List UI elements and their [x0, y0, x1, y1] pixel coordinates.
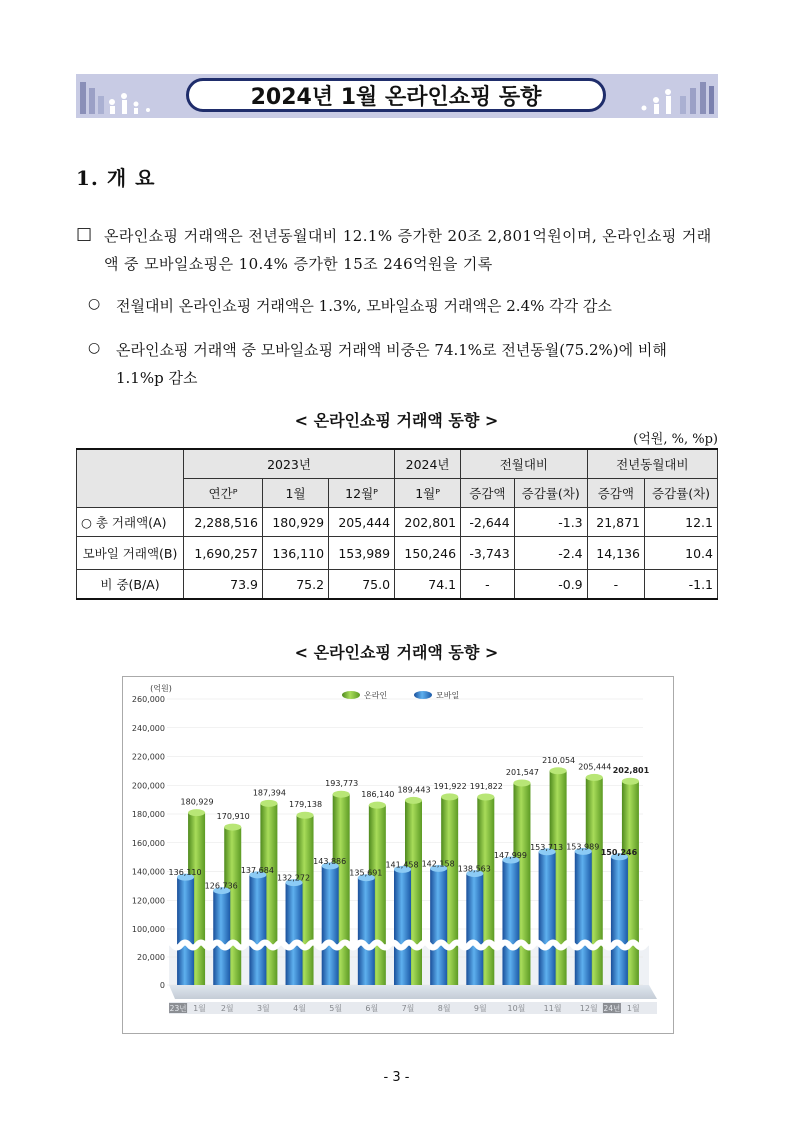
table-cell: 74.1 [395, 570, 461, 600]
bar-mobile [394, 869, 411, 985]
data-label-mobile: 153,989 [566, 842, 600, 852]
table-subheader: 증감률(차) [514, 479, 587, 508]
table-header-row [77, 449, 718, 479]
row-label: 모바일 거래액(B) [77, 537, 184, 570]
data-label-mobile: 143,886 [313, 856, 347, 866]
bar-mobile [539, 852, 556, 985]
table-cell: -3,743 [461, 537, 515, 570]
bar-mobile [430, 868, 447, 985]
table-row [77, 537, 718, 570]
table-cell: 202,801 [395, 508, 461, 537]
data-label-online: 191,922 [433, 781, 467, 791]
table-subheader: 증감액 [587, 479, 644, 508]
summary-main: 온라인쇼핑 거래액은 전년동월대비 12.1% 증가한 20조 2,801억원이며, 온라인쇼핑 거래액 중 모바일쇼핑은 10.4% 증가한 15조 246억원을 기록 [104, 227, 712, 273]
data-label-mobile: 147,999 [493, 851, 528, 861]
data-label-online: 210,054 [542, 755, 576, 765]
data-label-mobile: 153,713 [530, 842, 564, 852]
y-tick-label: 160,000 [131, 838, 165, 848]
data-label-mobile: 132,272 [276, 873, 311, 883]
data-label-online: 179,138 [288, 800, 323, 810]
data-label-online: 187,394 [252, 788, 286, 798]
table-cell: 180,929 [263, 508, 329, 537]
table-cell: 75.0 [329, 570, 395, 600]
y-tick-label: 240,000 [131, 723, 165, 733]
table-subheader: 증감률(차) [645, 479, 718, 508]
data-label-mobile: 141,458 [385, 860, 419, 870]
table-cell: -2,644 [461, 508, 515, 537]
bar-graphic-icon [634, 78, 714, 114]
chart-frame [122, 676, 674, 1034]
bar-online-cap [333, 791, 350, 798]
summary-sub1: 전월대비 온라인쇼핑 거래액은 1.3%, 모바일쇼핑 거래액은 2.4% 각각 감소 [116, 297, 612, 315]
data-label-online: 186,140 [361, 790, 395, 800]
page-title: 2024년 1월 온라인쇼핑 동향 [186, 78, 606, 112]
legend-swatch [342, 691, 360, 699]
bar-online-cap [260, 800, 277, 807]
bar-mobile [286, 883, 303, 985]
data-label-online: 193,773 [325, 779, 359, 789]
table-corner [77, 449, 184, 508]
table-cell: 14,136 [587, 537, 644, 570]
data-label-mobile: 126,736 [204, 881, 238, 891]
legend-swatch [414, 691, 432, 699]
bar-online-cap [297, 812, 314, 819]
bar-mobile [502, 860, 519, 985]
table-cell: 75.2 [263, 570, 329, 600]
data-label-online: 180,929 [180, 797, 214, 807]
y-tick-label: 100,000 [131, 925, 165, 934]
data-label-online: 170,910 [216, 812, 250, 822]
page-number: - 3 - [383, 1070, 410, 1085]
data-label-online: 202,801 [612, 766, 650, 776]
table-group-header: 전월대비 [461, 449, 588, 479]
table-cell: 12.1 [645, 508, 718, 537]
bar-mobile [466, 874, 483, 985]
circle-bullet: ○ [88, 296, 101, 312]
table-cell: 136,110 [263, 537, 329, 570]
bar-online-cap [224, 824, 241, 831]
axis-break [165, 943, 661, 948]
bar-mobile [213, 891, 230, 985]
bar-online-cap [513, 780, 530, 787]
stats-table [76, 448, 718, 600]
table-cell: -2.4 [514, 537, 587, 570]
x-axis-strip [169, 1002, 657, 1014]
data-label-mobile: 135,691 [349, 868, 383, 878]
table-cell: -1.1 [645, 570, 718, 600]
bar-online-cap [405, 797, 422, 804]
data-label-online: 189,443 [397, 785, 431, 795]
table-cell: 2,288,516 [184, 508, 263, 537]
data-label-mobile: 137,684 [240, 865, 274, 875]
bar-graphic-icon [80, 78, 160, 114]
table-row [77, 570, 718, 600]
table-subheader: 증감액 [461, 479, 515, 508]
table-group-header: 2023년 [184, 449, 395, 479]
table-cell: 150,246 [395, 537, 461, 570]
table-subheader: 12월ᴾ [329, 479, 395, 508]
table-cell: 73.9 [184, 570, 263, 600]
table-unit: (억원, %, %p) [633, 432, 718, 447]
table-subheader: 연간ᴾ [184, 479, 263, 508]
bar-mobile [358, 878, 375, 985]
table-group-header: 전년동월대비 [587, 449, 717, 479]
data-label-online: 205,444 [578, 762, 612, 772]
bar-online-cap [369, 802, 386, 809]
table-cell: 1,690,257 [184, 537, 263, 570]
data-label-mobile: 138,563 [457, 864, 491, 874]
table-cell: 10.4 [645, 537, 718, 570]
table-subheader: 1월ᴾ [395, 479, 461, 508]
title-banner [76, 74, 718, 118]
bar-chart [123, 677, 673, 1033]
chart-floor [169, 985, 657, 999]
bar-mobile [611, 857, 628, 985]
legend-label: 온라인 [364, 691, 388, 700]
table-cell: -1.3 [514, 508, 587, 537]
section-heading: 1. 개 요 [76, 166, 156, 190]
y-axis-label: (억원) [150, 684, 172, 693]
legend-label: 모바일 [436, 691, 460, 700]
y-tick-label: 0 [159, 981, 165, 990]
data-label-mobile: 150,246 [600, 847, 638, 857]
y-tick-label: 220,000 [131, 752, 165, 762]
bar-online-cap [441, 793, 458, 800]
data-label-mobile: 142,158 [421, 859, 455, 869]
table-cell: -0.9 [514, 570, 587, 600]
data-label-online: 191,822 [469, 782, 503, 792]
row-label: 비 중(B/A) [77, 570, 184, 600]
table-cell: 21,871 [587, 508, 644, 537]
y-tick-label: 260,000 [131, 695, 165, 704]
table-cell: - [461, 570, 515, 600]
y-tick-label: 200,000 [131, 781, 165, 791]
bar-online-cap [550, 767, 567, 774]
y-tick-label: 120,000 [131, 896, 165, 906]
data-label-online: 201,547 [505, 768, 540, 778]
bar-online-cap [188, 809, 205, 816]
circle-bullet: ○ [88, 340, 101, 356]
bar-online-cap [586, 774, 603, 781]
table-subheader: 1월 [263, 479, 329, 508]
bar-online-cap [622, 778, 639, 785]
table-cell: 153,989 [329, 537, 395, 570]
bar-mobile [177, 877, 194, 985]
bar-mobile [575, 851, 592, 985]
table-group-header: 2024년 [395, 449, 461, 479]
chart-title: < 온라인쇼핑 거래액 동향 > [294, 643, 499, 662]
square-bullet: □ [76, 224, 93, 244]
table-title: < 온라인쇼핑 거래액 동향 > [294, 411, 499, 430]
bar-online-cap [477, 794, 494, 801]
table-cell: 205,444 [329, 508, 395, 537]
table-row [77, 508, 718, 537]
y-tick-label: 20,000 [137, 953, 165, 962]
bar-mobile [249, 875, 266, 985]
y-tick-label: 140,000 [131, 867, 165, 877]
summary-sub2: 온라인쇼핑 거래액 중 모바일쇼핑 거래액 비중은 74.1%로 전년동월(75.2%)에 비해 1.1%p 감소 [116, 341, 667, 387]
y-tick-label: 180,000 [131, 810, 165, 819]
bar-mobile [322, 866, 339, 985]
row-label: ○ 총 거래액(A) [77, 508, 184, 537]
data-label-mobile: 136,110 [168, 868, 202, 878]
table-cell: - [587, 570, 644, 600]
